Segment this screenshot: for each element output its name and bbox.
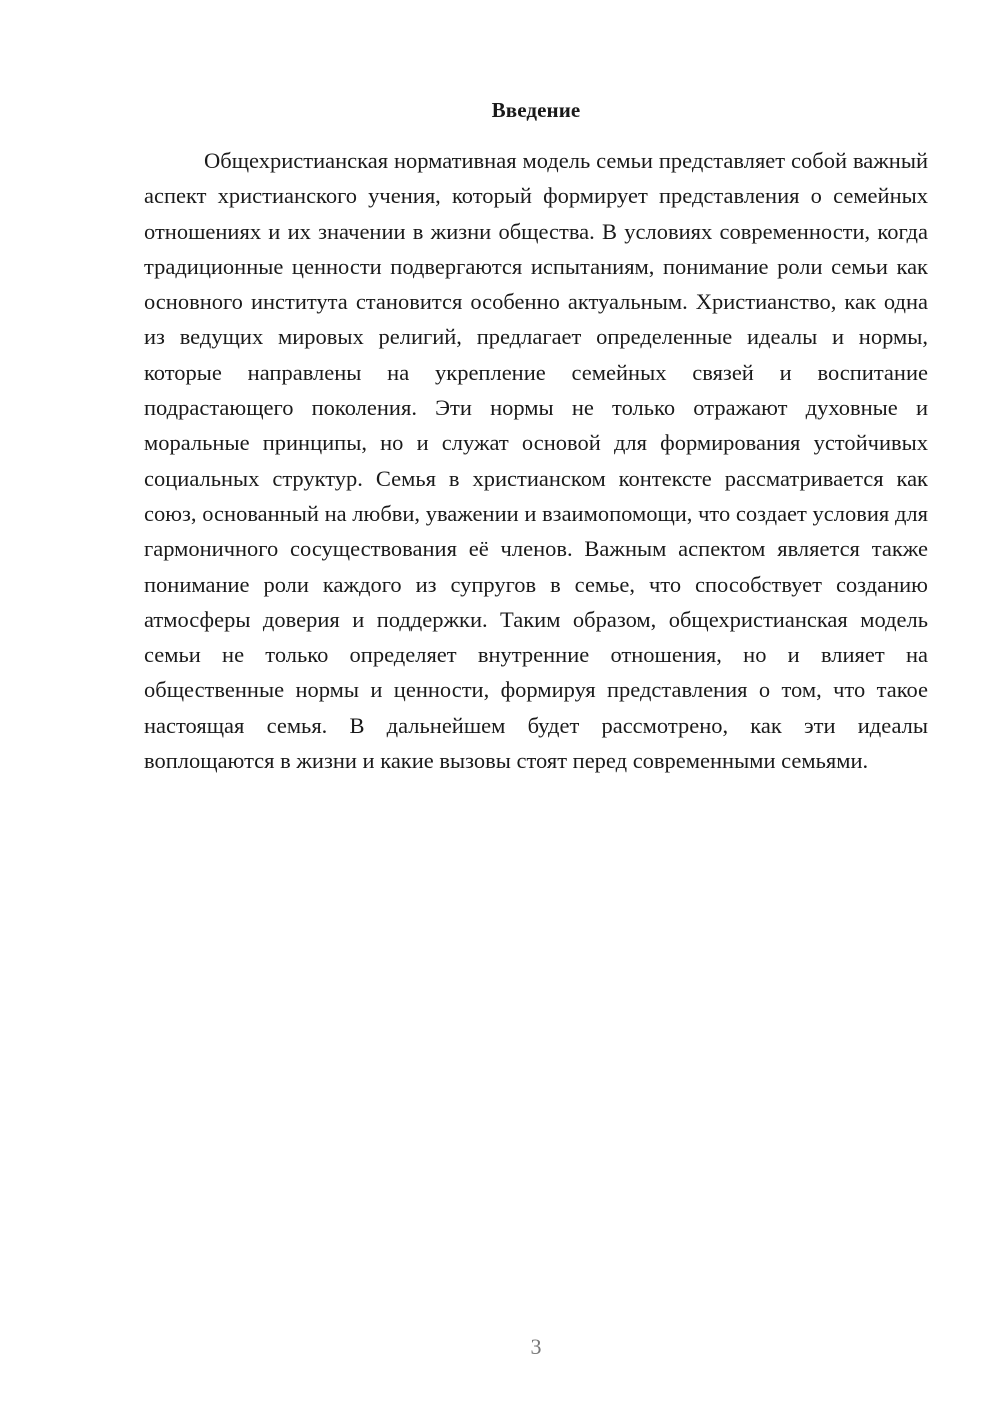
page-number: 3 [530, 1334, 542, 1359]
section-heading: Введение [491, 98, 581, 122]
body-paragraph: Общехристианская нормативная модель семьи представляет собой важный аспект христианского учения, который формирует представления о семейных отношениях и их значении в жизни общества. В условиях современности, когда традиционные ценности подвергаются испытаниям, понимание роли семьи как основного института становится особенно актуальным. Христианство, как одна из ведущих мировых религий, предлагает определенные идеалы и нормы, которые направлены на укрепление семейных связей и воспитание подрастающего поколения. Эти нормы не только отражают духовные и моральные принципы, но и служат основой для формирования устойчивых социальных структур. Семья в христианском контексте рассматривается как союз, основанный на любви, уважении и взаимопомощи, что создает условия для гармоничного сосуществования её членов. Важным аспектом является также понимание роли каждого из супругов в семье, что способствует созданию атмосферы доверия и поддержки. Таким образом, общехристианская модель семьи не только определяет внутренние отношения, но и влияет на общественные нормы и ценности, формируя представления о том, что такое настоящая семья. В дальнейшем будет рассмотрено, как эти идеалы воплощаются в жизни и какие вызовы стоят перед современными семьями. [144, 148, 928, 774]
